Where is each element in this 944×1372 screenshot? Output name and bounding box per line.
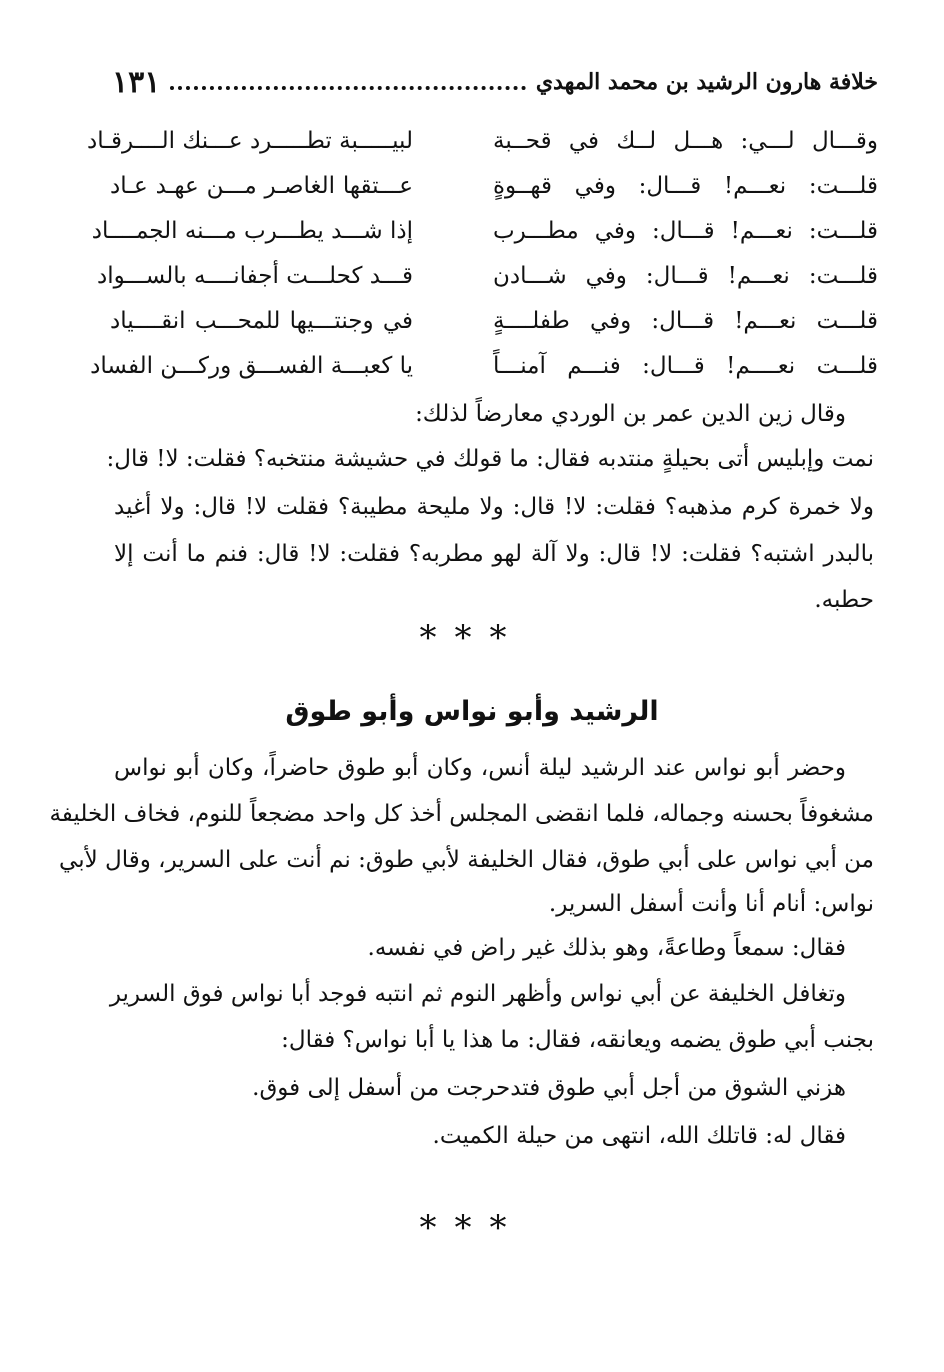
poem (87, 118, 878, 388)
verse-second-hemistich: يا كعبـــة الفســـق وركـــن الفساد (90, 352, 413, 379)
prose-line: حطبه. (814, 587, 874, 613)
verse-first-hemistich: قلـــت: نعـــم! قـــال: وفي مطـــرب (493, 217, 878, 244)
verse-second-hemistich: قـــد كحلـــت أجفانــــه بالســـواد (96, 262, 413, 289)
page-number: ١٣١ (112, 64, 161, 100)
story-line: من أبي نواس على أبي طوق، فقال الخليفة لأبي طوق: نم أنت على السرير، وقال لأبي (59, 847, 874, 873)
reply-line: فقال: سمعاً وطاعةً، وهو بذلك غير راض في نفسه. (367, 935, 846, 961)
story-line: وحضر أبو نواس عند الرشيد ليلة أنس، وكان أبو طوق حاضراً، وكان أبو نواس (114, 755, 846, 781)
running-header (112, 62, 878, 102)
verse-first-hemistich: قلـــت نعـــم! قـــال: وفي طفلــــةٍ (493, 307, 878, 334)
poem-verse (91, 208, 878, 253)
poem-verse (110, 298, 878, 343)
ending-line: فقال له: قاتلك الله، انتهى من حيلة الكميت. (432, 1123, 846, 1149)
verse-first-hemistich: قلـــت: نعـــم! قـــال: وفي شـــادن (493, 262, 878, 289)
continue-line: بجنب أبي طوق يضمه ويعانقه، فقال: ما هذا يا أبا نواس؟ فقال: (281, 1027, 874, 1053)
verse-second-hemistich: في وجنتـــيها للمحـــب انقــــياد (110, 307, 413, 334)
continue-line: وتغافل الخليفة عن أبي نواس وأظهر النوم ثم انتبه فوجد أبا نواس فوق السرير (109, 981, 846, 1007)
prose-line: بالبدر اشتبه؟ فقلت: لا! قال: ولا آلة لهو مطربه؟ فقلت: لا! قال: فنم ما أنت إلا (114, 541, 874, 567)
verse-second-hemistich: إذا شـــد يطـــرب مـــنه الجمــــاد (91, 217, 413, 244)
header-title: خلافة هارون الرشيد بن محمد المهدي (535, 69, 878, 95)
poem-verse (90, 343, 878, 388)
verse-second-hemistich: لبيـــــبة تطـــــرد عـــنك الــــرقـاد (87, 127, 413, 154)
poem-verse (110, 163, 878, 208)
prose-line: نمت وإبليس أتى بحيلةٍ منتدبه فقال: ما قولك في حشيشة منتخبه؟ فقلت: لا! قال: (106, 446, 874, 472)
story-line: نواس: أنام أنا وأنت أسفل السرير. (548, 891, 874, 917)
verse-first-hemistich: قلـــت: نعـــم! قـــال: وفي قهــوةٍ (493, 172, 878, 199)
poem-verse (87, 118, 878, 163)
section-title: الرشيد وأبو نواس وأبو طوق (285, 696, 659, 727)
verse-first-hemistich: قلـــت نعــــم! قـــال: فنـــم آمنـــاً (493, 352, 878, 379)
section-separator: *** (419, 618, 525, 658)
section-separator-bottom: *** (419, 1208, 525, 1248)
poem-verse (96, 253, 878, 298)
prose-line: ولا خمرة كرم مذهبه؟ فقلت: لا! قال: ولا مليحة مطيبة؟ فقلت لا! قال: ولا أغيد (114, 494, 874, 520)
answer-line: هزني الشوق من أجل أبي طوق فتدحرجت من أسفل إلى فوق. (252, 1075, 846, 1101)
intro-line: وقال زين الدين عمر بن الوردي معارضاً لذلك: (415, 401, 846, 427)
story-line: مشغوفاً بحسنه وجماله، فلما انقضى المجلس أخذ كل واحد مضجعاً للنوم، فخاف الخليفة (49, 801, 874, 827)
header-dotted-leader (170, 86, 525, 90)
verse-second-hemistich: عـــتقها الغاصـر مـــن عهـد عـاد (110, 172, 413, 199)
verse-first-hemistich: وقـــال لـــي: هـــل لــك في قحــبة (493, 127, 878, 154)
